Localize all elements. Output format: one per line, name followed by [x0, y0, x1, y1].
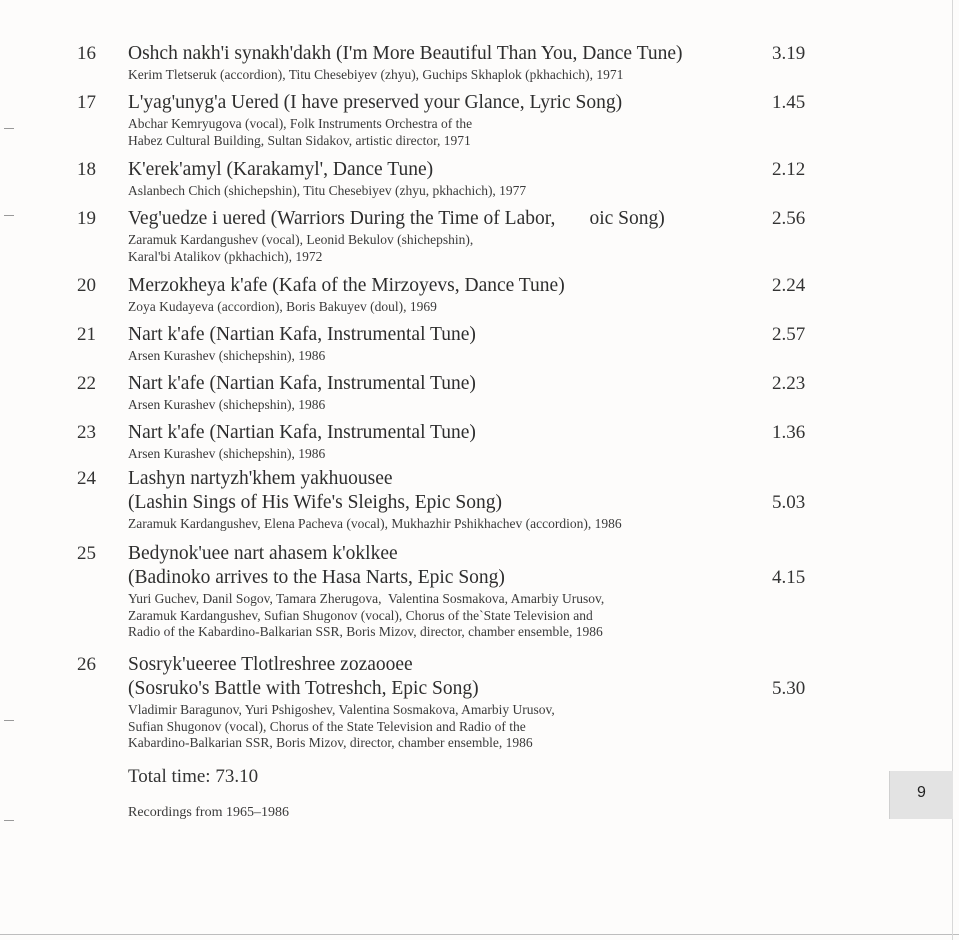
track-number: 22	[77, 373, 96, 394]
track-number: 25	[77, 543, 96, 564]
track-duration: 5.03	[772, 492, 806, 513]
track-credits	[128, 183, 768, 200]
track-credits	[128, 348, 768, 365]
track-duration: 2.23	[772, 373, 806, 394]
track-credits	[128, 299, 768, 316]
track-duration: 3.19	[772, 43, 806, 64]
binding-mark	[4, 820, 14, 821]
track-number: 20	[77, 275, 96, 296]
total-time: Total time: 73.10	[128, 766, 259, 787]
track-title: Sosryk'ueeree Tlotlreshree zozaooee	[128, 654, 413, 675]
credit-line: Aslanbech Chich (shichepshin), Titu Chesebiyev (zhyu, pkhachich), 1977	[128, 183, 527, 198]
credit-line: Kerim Tletseruk (accordion), Titu Chesebiyev (zhyu), Guchips Skhaplok (pkhachich), 1971	[128, 67, 624, 82]
track-duration: 5.30	[772, 678, 806, 699]
credit-line: Vladimir Baragunov, Yuri Pshigoshev, Valentina Sosmakova, Amarbiy Urusov,	[128, 702, 555, 717]
track-number: 19	[77, 208, 96, 229]
track-title: Merzokheya k'afe (Kafa of the Mirzoyevs, Dance Tune)	[128, 275, 565, 296]
track-title: Veg'uedze i uered (Warriors During the Time of Labor, oic Song)	[128, 208, 665, 229]
track-credits	[128, 516, 768, 533]
track-credits	[128, 397, 768, 414]
track-credits	[128, 702, 768, 752]
credit-line: Zoya Kudayeva (accordion), Boris Bakuyev (doul), 1969	[128, 299, 437, 314]
track-title: Lashyn nartyzh'khem yakhuousee	[128, 468, 393, 489]
track-title: Nart k'afe (Nartian Kafa, Instrumental Tune)	[128, 422, 476, 443]
credit-line: Sufian Shugonov (vocal), Chorus of the State Television and Radio of the	[128, 718, 526, 734]
track-title: (Sosruko's Battle with Totreshch, Epic Song)	[128, 678, 479, 699]
credit-line: Arsen Kurashev (shichepshin), 1986	[128, 446, 326, 461]
track-number: 17	[77, 92, 96, 113]
track-number: 23	[77, 422, 96, 443]
track-title: L'yag'unyg'a Uered (I have preserved your Glance, Lyric Song)	[128, 92, 623, 113]
credit-line: Zaramuk Kardangushev, Elena Pacheva (vocal), Mukhazhir Pshikhachev (accordion), 1986	[128, 516, 622, 531]
track-credits	[128, 232, 768, 265]
track-duration: 1.36	[772, 422, 806, 443]
track-duration: 2.56	[772, 208, 806, 229]
track-title: Bedynok'uee nart ahasem k'oklkee	[128, 543, 398, 564]
binding-mark	[4, 128, 14, 129]
credit-line: Kabardino-Balkarian SSR, Boris Mizov, director, chamber ensemble, 1986	[128, 735, 533, 750]
binding-mark	[4, 720, 14, 721]
track-title: Oshch nakh'i synakh'dakh (I'm More Beautiful Than You, Dance Tune)	[128, 43, 683, 64]
track-title: (Lashin Sings of His Wife's Sleighs, Epic Song)	[128, 492, 502, 513]
credit-line: Abchar Kemryugova (vocal), Folk Instruments Orchestra of the	[128, 116, 473, 131]
credit-line: Arsen Kurashev (shichepshin), 1986	[128, 397, 326, 412]
track-number: 24	[77, 468, 96, 489]
credit-line: Yuri Guchev, Danil Sogov, Tamara Zherugova, Valentina Sosmakova, Amarbiy Urusov,	[128, 591, 605, 606]
track-credits	[128, 67, 768, 84]
track-number: 18	[77, 159, 96, 180]
track-title: Nart k'afe (Nartian Kafa, Instrumental Tune)	[128, 324, 476, 345]
track-duration: 1.45	[772, 92, 806, 113]
track-number: 21	[77, 324, 96, 345]
credit-line: Zaramuk Kardangushev, Sufian Shugonov (vocal), Chorus of the`State Television and	[128, 607, 593, 623]
track-title: K'erek'amyl (Karakamyl', Dance Tune)	[128, 159, 434, 180]
binding-mark	[4, 215, 14, 216]
track-duration: 4.15	[772, 567, 806, 588]
track-number: 16	[77, 43, 96, 64]
track-duration: 2.24	[772, 275, 806, 296]
page-bottom-edge	[0, 934, 959, 935]
track-credits	[128, 446, 768, 463]
credit-line: Radio of the Kabardino-Balkarian SSR, Boris Mizov, director, chamber ensemble, 1986	[128, 624, 603, 639]
track-duration: 2.12	[772, 159, 806, 180]
credit-line: Arsen Kurashev (shichepshin), 1986	[128, 348, 326, 363]
track-number: 26	[77, 654, 96, 675]
track-credits	[128, 591, 768, 641]
track-duration: 2.57	[772, 324, 806, 345]
credit-line: Karal'bi Atalikov (pkhachich), 1972	[128, 248, 323, 264]
credit-line: Habez Cultural Building, Sultan Sidakov, artistic director, 1971	[128, 132, 471, 148]
track-credits	[128, 116, 768, 149]
page-number: 9	[917, 784, 926, 801]
track-title: Nart k'afe (Nartian Kafa, Instrumental Tune)	[128, 373, 476, 394]
recordings-note: Recordings from 1965–1986	[128, 805, 289, 820]
credit-line: Zaramuk Kardangushev (vocal), Leonid Bekulov (shichepshin),	[128, 232, 474, 247]
page-number-tab	[889, 771, 953, 819]
track-title: (Badinoko arrives to the Hasa Narts, Epic Song)	[128, 567, 505, 588]
